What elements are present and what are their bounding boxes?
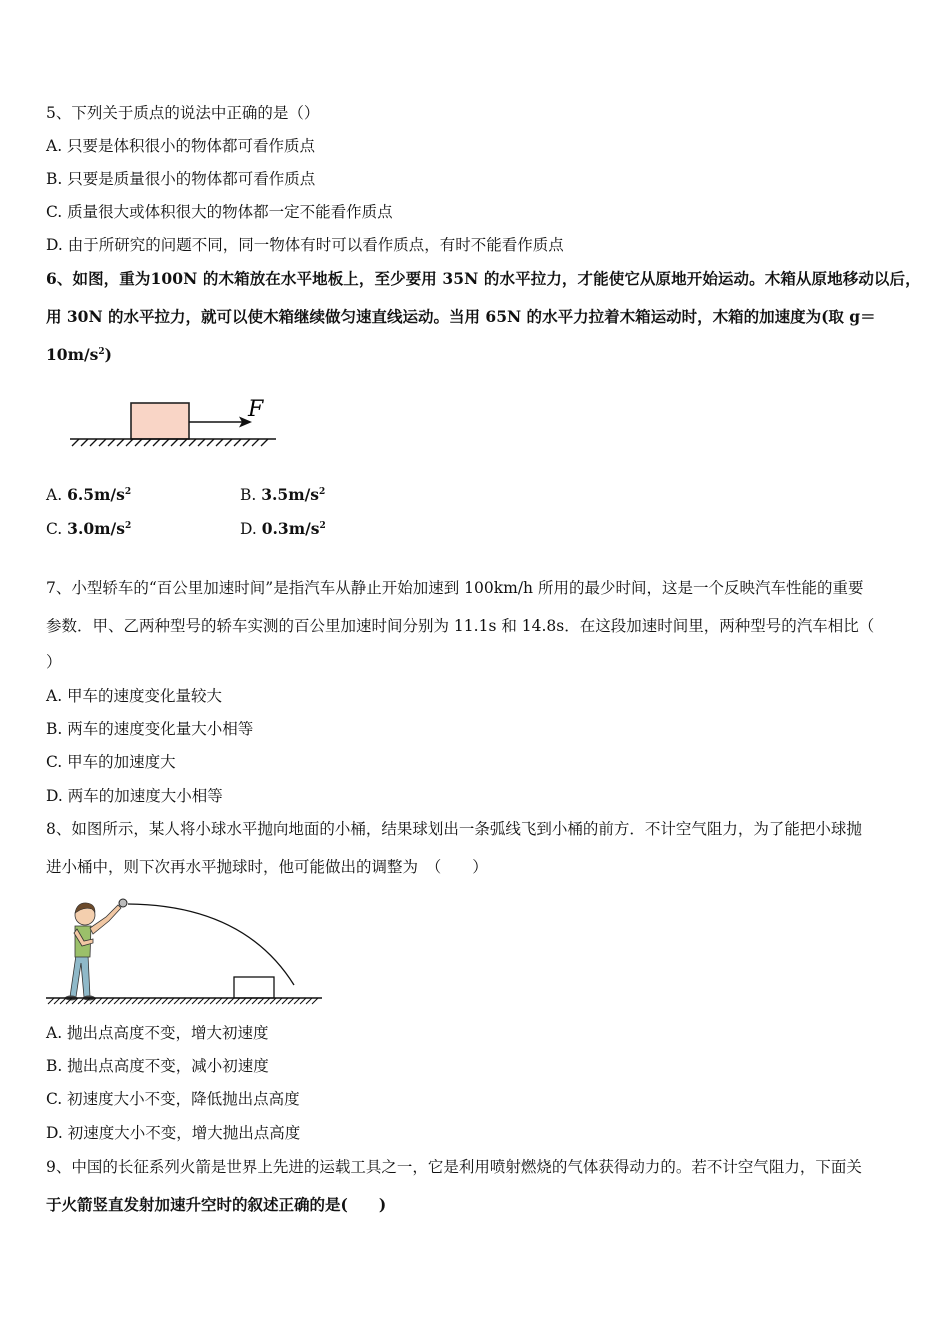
hatch-mark (300, 998, 306, 1004)
q5-option-c: C. 质量很大或体积很大的物体都一定不能看作质点 (46, 203, 393, 221)
q8-option-c: C. 初速度大小不变，降低抛出点高度 (46, 1090, 300, 1108)
hatch-mark (312, 998, 318, 1004)
q6-stem-line1: 6、如图，重为100N 的木箱放在水平地板上，至少要用 35N 的水平拉力，才能使它从原地开始运动。木箱从原地移动以后， (46, 269, 921, 288)
hatch-mark (162, 439, 169, 446)
hatch-mark (162, 998, 168, 1004)
q7-stem-line1: 7、小型轿车的“百公里加速时间”是指汽车从静止开始加速到 100km/h 所用的最少时间，这是一个反映汽车性能的重要 (46, 579, 864, 597)
q5-stem: 5、下列关于质点的说法中正确的是（） (46, 104, 320, 122)
hatch-mark (282, 998, 288, 1004)
hatch-mark (72, 439, 79, 446)
hatch-mark (150, 998, 156, 1004)
hatch-mark (261, 439, 268, 446)
hatch-mark (144, 439, 151, 446)
ball (119, 899, 127, 907)
hatch-mark (180, 439, 187, 446)
hatch-mark (48, 998, 54, 1004)
hatch-mark (102, 998, 108, 1004)
q8-option-d: D. 初速度大小不变，增大抛出点高度 (46, 1124, 301, 1142)
hatch-mark (243, 439, 250, 446)
q7-option-c: C. 甲车的加速度大 (46, 753, 176, 771)
hatch-mark (186, 998, 192, 1004)
hatch-mark (156, 998, 162, 1004)
hatch-mark (96, 998, 102, 1004)
hatch-mark (207, 439, 214, 446)
q8-stem-line2: 进小桶中，则下次再水平抛球时，他可能做出的调整为 （ ） (46, 858, 488, 876)
hatch-mark (135, 439, 142, 446)
hatch-mark (276, 998, 282, 1004)
q7-option-a: A. 甲车的速度变化量较大 (46, 687, 223, 705)
q6-box-figure (68, 395, 283, 447)
q6-option-b: B. $3.5m/s^2$ (240, 485, 326, 504)
hatch-mark (90, 439, 97, 446)
hatch-mark (288, 998, 294, 1004)
hatch-mark (180, 998, 186, 1004)
q6-option-d: D. $0.3m/s^2$ (240, 519, 326, 538)
hatch-mark (234, 998, 240, 1004)
q5-option-d: D. 由于所研究的问题不同，同一物体有时可以看作质点，有时不能看作质点 (46, 236, 564, 254)
hatch-mark (234, 439, 241, 446)
person-illustration (65, 899, 127, 1001)
hatch-mark (192, 998, 198, 1004)
q9-stem-line2: 于火箭竖直发射加速升空时的叙述正确的是( ) (46, 1195, 387, 1214)
hatch-mark (144, 998, 150, 1004)
hatch-mark (306, 998, 312, 1004)
hatch-mark (114, 998, 120, 1004)
hatch-mark (81, 439, 88, 446)
hatch-mark (174, 998, 180, 1004)
hatch-mark (258, 998, 264, 1004)
hatch-mark (204, 998, 210, 1004)
q7-stem-line3: ） (46, 653, 62, 671)
q6-option-a: A. $6.5m/s^2$ (46, 485, 132, 504)
hatch-mark (252, 439, 259, 446)
hatch-mark (240, 998, 246, 1004)
floor-hatching (72, 439, 268, 446)
hatch-mark (264, 998, 270, 1004)
q8-option-a: A. 抛出点高度不变，增大初速度 (46, 1024, 269, 1042)
q6-stem-line3: $10m/s^2$) (46, 345, 112, 364)
hatch-mark (198, 998, 204, 1004)
q9-stem-line1: 9、中国的长征系列火箭是世界上先进的运载工具之一，它是利用喷射燃烧的气体获得动力的。若不计空气阻力，下面关 (46, 1158, 862, 1176)
q6-stem-line2: 用 30N 的水平拉力，就可以使木箱继续做匀速直线运动。当用 65N 的水平力拉着木箱运动时，木箱的加速度为(取 g＝ (46, 307, 876, 326)
hatch-mark (168, 998, 174, 1004)
hatch-mark (99, 439, 106, 446)
bucket (234, 977, 274, 998)
hatch-mark (60, 998, 66, 1004)
q5-option-b: B. 只要是质量很小的物体都可看作质点 (46, 170, 316, 188)
q8-stem-line1: 8、如图所示，某人将小球水平抛向地面的小桶，结果球划出一条弧线飞到小桶的前方．不计空气阻力，为了能把小球抛 (46, 820, 862, 838)
wooden-box (131, 403, 189, 439)
hatch-mark (270, 998, 276, 1004)
ball-trajectory (128, 904, 294, 985)
hatch-mark (225, 439, 232, 446)
hatch-mark (138, 998, 144, 1004)
q6-option-c: C. $3.0m/s^2$ (46, 519, 132, 538)
hatch-mark (54, 998, 60, 1004)
hatch-mark (252, 998, 258, 1004)
force-label: F (248, 397, 264, 422)
hatch-mark (108, 998, 114, 1004)
hatch-mark (216, 439, 223, 446)
hatch-mark (216, 998, 222, 1004)
hatch-mark (126, 998, 132, 1004)
q7-stem-line2: 参数．甲、乙两种型号的轿车实测的百公里加速时间分别为 11.1s 和 14.8s．在这段加速时间里，两种型号的汽车相比（ (46, 617, 875, 635)
q8-option-b: B. 抛出点高度不变，减小初速度 (46, 1057, 269, 1075)
hatch-mark (117, 439, 124, 446)
hatch-mark (78, 998, 84, 1004)
hatch-mark (171, 439, 178, 446)
hatch-mark (120, 998, 126, 1004)
q7-option-d: D. 两车的加速度大小相等 (46, 787, 223, 805)
ground-hatching (48, 998, 318, 1004)
hatch-mark (108, 439, 115, 446)
hatch-mark (198, 439, 205, 446)
hatch-mark (132, 998, 138, 1004)
hatch-mark (228, 998, 234, 1004)
hatch-mark (246, 998, 252, 1004)
q7-option-b: B. 两车的速度变化量大小相等 (46, 720, 254, 738)
hatch-mark (126, 439, 133, 446)
hatch-mark (210, 998, 216, 1004)
hatch-mark (189, 439, 196, 446)
hatch-mark (222, 998, 228, 1004)
q8-throw-figure (44, 893, 324, 1008)
hatch-mark (294, 998, 300, 1004)
q5-option-a: A. 只要是体积很小的物体都可看作质点 (46, 137, 316, 155)
hatch-mark (153, 439, 160, 446)
